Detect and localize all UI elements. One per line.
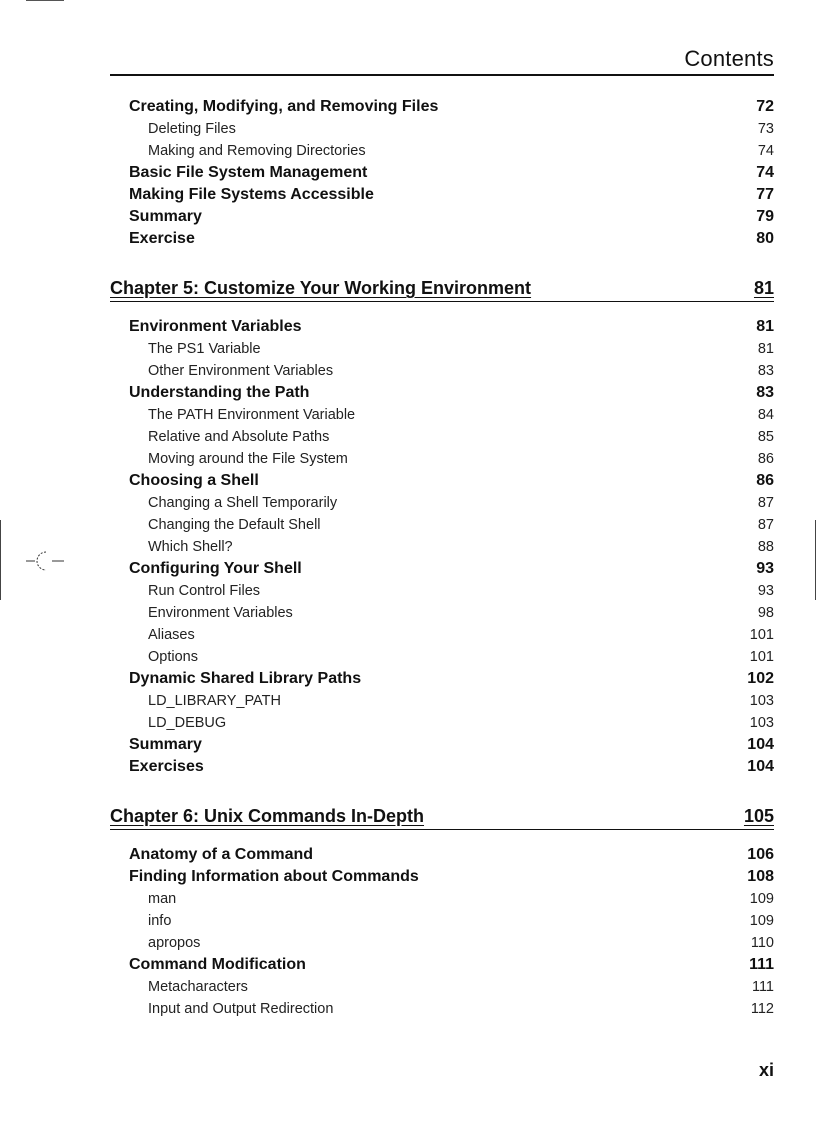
table-of-contents — [110, 96, 774, 1020]
entry-title: Exercises — [129, 758, 204, 775]
entry-page-number: 102 — [747, 670, 774, 687]
chapter-page-number: 105 — [743, 806, 774, 826]
entry-title: Changing a Shell Temporarily — [148, 495, 338, 511]
entry-page-number: 109 — [749, 891, 774, 907]
toc-subsection-entry[interactable] — [110, 690, 774, 712]
crop-mark-left — [0, 520, 1, 600]
entry-page-number: 101 — [749, 627, 774, 643]
entry-page-number: 111 — [749, 956, 774, 973]
toc-subsection-entry[interactable] — [110, 338, 774, 360]
toc-subsection-entry[interactable] — [110, 932, 774, 954]
entry-page-number: 93 — [756, 560, 774, 577]
toc-subsection-entry[interactable] — [110, 514, 774, 536]
entry-page-number: 83 — [757, 363, 774, 379]
toc-section-entry[interactable] — [110, 162, 774, 184]
toc-section-entry[interactable] — [110, 844, 774, 866]
entry-title: Other Environment Variables — [148, 363, 334, 379]
entry-page-number: 73 — [757, 121, 774, 137]
toc-subsection-entry[interactable] — [110, 712, 774, 734]
entry-page-number: 81 — [757, 341, 774, 357]
entry-title: Understanding the Path — [129, 384, 310, 401]
crop-mark-top — [26, 0, 64, 1]
entry-title: Which Shell? — [148, 539, 233, 555]
entry-title: Configuring Your Shell — [129, 560, 302, 577]
entry-page-number: 103 — [749, 693, 774, 709]
chapter-heading[interactable] — [110, 275, 774, 302]
header-rule — [110, 74, 774, 76]
entry-title: Making File Systems Accessible — [129, 186, 374, 203]
entry-page-number: 111 — [751, 979, 774, 995]
entry-title: Relative and Absolute Paths — [148, 429, 330, 445]
toc-subsection-entry[interactable] — [110, 118, 774, 140]
entry-page-number: 86 — [757, 451, 774, 467]
entry-title: man — [148, 891, 177, 907]
toc-section-entry[interactable] — [110, 316, 774, 338]
entry-page-number: 79 — [756, 208, 774, 225]
chapter-page-number: 81 — [753, 278, 774, 298]
entry-page-number: 93 — [757, 583, 774, 599]
entry-title: Creating, Modifying, and Removing Files — [129, 98, 439, 115]
toc-section-entry[interactable] — [110, 954, 774, 976]
entry-page-number: 87 — [757, 495, 774, 511]
entry-title: Summary — [129, 736, 202, 753]
entry-title: Dynamic Shared Library Paths — [129, 670, 362, 687]
entry-title: The PS1 Variable — [148, 341, 261, 357]
toc-subsection-entry[interactable] — [110, 140, 774, 162]
entry-page-number: 101 — [749, 649, 774, 665]
page-number: xi — [758, 1060, 774, 1080]
toc-section-entry[interactable] — [110, 228, 774, 250]
entry-title: Run Control Files — [148, 583, 261, 599]
entry-page-number: 106 — [747, 846, 774, 863]
toc-section-entry[interactable] — [110, 184, 774, 206]
entry-title: Metacharacters — [148, 979, 248, 995]
entry-page-number: 77 — [756, 186, 774, 203]
toc-subsection-entry[interactable] — [110, 624, 774, 646]
toc-subsection-entry[interactable] — [110, 998, 774, 1020]
entry-title: Exercise — [129, 230, 195, 247]
entry-title: Summary — [129, 208, 202, 225]
entry-title: LD_LIBRARY_PATH — [148, 693, 281, 709]
toc-section-entry[interactable] — [110, 866, 774, 888]
entry-title: LD_DEBUG — [148, 715, 227, 731]
chapter-title: Chapter 6: Unix Commands In-Depth — [110, 806, 425, 826]
entry-page-number: 110 — [750, 935, 774, 951]
entry-title: Making and Removing Directories — [148, 143, 366, 159]
running-header-title: Contents — [684, 46, 774, 71]
toc-subsection-entry[interactable] — [110, 888, 774, 910]
toc-subsection-entry[interactable] — [110, 448, 774, 470]
entry-title: Deleting Files — [148, 121, 236, 137]
toc-subsection-entry[interactable] — [110, 360, 774, 382]
toc-subsection-entry[interactable] — [110, 976, 774, 998]
entry-page-number: 85 — [757, 429, 774, 445]
entry-page-number: 74 — [756, 164, 774, 181]
registration-mark-icon — [26, 550, 66, 572]
entry-page-number: 88 — [757, 539, 774, 555]
entry-title: Command Modification — [129, 956, 306, 973]
entry-page-number: 98 — [757, 605, 774, 621]
entry-title: Environment Variables — [129, 318, 302, 335]
entry-page-number: 108 — [747, 868, 774, 885]
entry-page-number: 109 — [749, 913, 774, 929]
entry-page-number: 86 — [756, 472, 774, 489]
entry-title: Anatomy of a Command — [129, 846, 314, 863]
entry-title: Basic File System Management — [129, 164, 368, 181]
toc-section-entry[interactable] — [110, 558, 774, 580]
chapter-title: Chapter 5: Customize Your Working Environment — [110, 278, 532, 298]
toc-subsection-entry[interactable] — [110, 426, 774, 448]
entry-title: Aliases — [148, 627, 195, 643]
toc-section-entry[interactable] — [110, 756, 774, 778]
entry-page-number: 81 — [756, 318, 774, 335]
entry-title: Choosing a Shell — [129, 472, 259, 489]
entry-page-number: 104 — [747, 736, 774, 753]
toc-subsection-entry[interactable] — [110, 910, 774, 932]
entry-page-number: 80 — [756, 230, 774, 247]
entry-page-number: 103 — [749, 715, 774, 731]
toc-section-entry[interactable] — [110, 470, 774, 492]
toc-subsection-entry[interactable] — [110, 580, 774, 602]
entry-title: The PATH Environment Variable — [148, 407, 356, 423]
chapter-heading[interactable] — [110, 803, 774, 830]
entry-page-number: 87 — [757, 517, 774, 533]
toc-section-entry[interactable] — [110, 206, 774, 228]
toc-subsection-entry[interactable] — [110, 602, 774, 624]
toc-section-entry[interactable] — [110, 382, 774, 404]
entry-title: Options — [148, 649, 198, 665]
toc-section-entry[interactable] — [110, 96, 774, 118]
toc-section-entry[interactable] — [110, 734, 774, 756]
entry-title: Input and Output Redirection — [148, 1001, 334, 1017]
toc-subsection-entry[interactable] — [110, 492, 774, 514]
entry-page-number: 112 — [750, 1001, 774, 1017]
toc-section-entry[interactable] — [110, 668, 774, 690]
entry-page-number: 84 — [757, 407, 774, 423]
entry-page-number: 74 — [757, 143, 774, 159]
toc-subsection-entry[interactable] — [110, 646, 774, 668]
toc-subsection-entry[interactable] — [110, 536, 774, 558]
entry-page-number: 72 — [756, 98, 774, 115]
entry-page-number: 83 — [756, 384, 774, 401]
entry-title: Finding Information about Commands — [129, 868, 419, 885]
entry-title: apropos — [148, 935, 201, 951]
entry-title: Moving around the File System — [148, 451, 348, 467]
entry-title: Changing the Default Shell — [148, 517, 321, 533]
entry-title: info — [148, 913, 172, 929]
entry-title: Environment Variables — [148, 605, 293, 621]
toc-subsection-entry[interactable] — [110, 404, 774, 426]
entry-page-number: 104 — [747, 758, 774, 775]
